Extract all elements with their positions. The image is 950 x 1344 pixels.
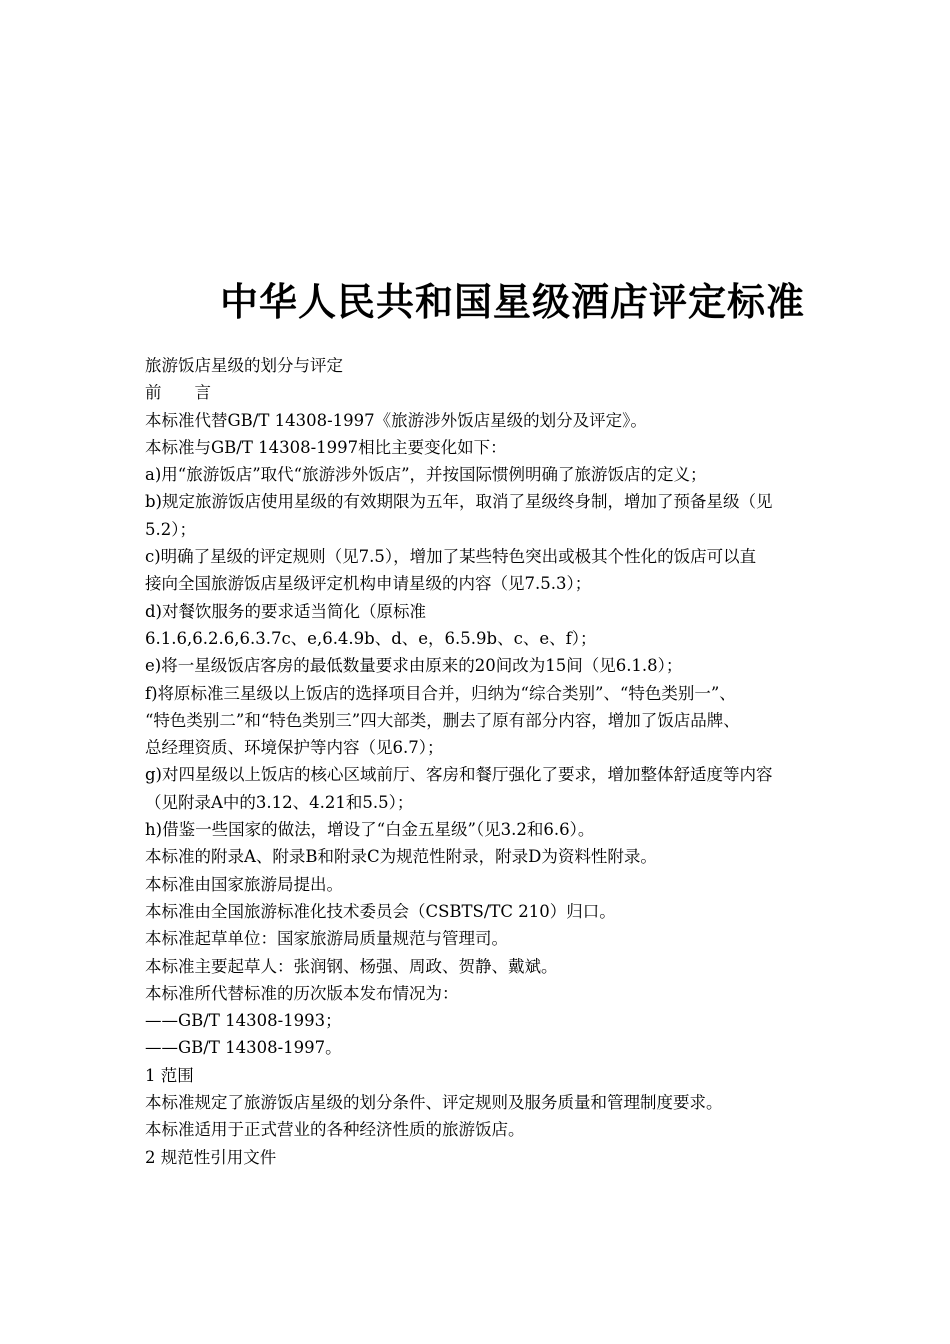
text-line: b)规定旅游饭店使用星级的有效期限为五年，取消了星级终身制，增加了预备星级（见 [145,492,773,512]
text-line: f)将原标准三星级以上饭店的选择项目合并，归纳为“综合类别”、“特色类别一”、 [145,683,736,703]
text-line: 本标准规定了旅游饭店星级的划分条件、评定规则及服务质量和管理制度要求。 [145,1093,723,1113]
text-line: ——GB/T 14308-1997。 [145,1038,342,1058]
text-line: 旅游饭店星级的划分与评定 [145,356,343,375]
document-title: 中华人民共和国星级酒店评定标准 [219,280,805,324]
text-line: h)借鉴一些国家的做法，增设了“白金五星级”（见3.2和6.6）。 [145,820,595,840]
text-line: “特色类别二”和“特色类别三”四大部类，删去了原有部分内容，增加了饭店品牌、 [145,710,740,730]
text-line: 本标准适用于正式营业的各种经济性质的旅游饭店。 [145,1120,525,1140]
text-line: 接向全国旅游饭店星级评定机构申请星级的内容（见7.5.3）； [145,574,592,594]
text-line: g)对四星级以上饭店的核心区域前厅、客房和餐厅强化了要求，增加整体舒适度等内容 [145,765,773,785]
text-line: 本标准主要起草人：张润钢、杨强、周政、贺静、戴斌。 [145,956,558,976]
text-line: c)明确了星级的评定规则（见7.5），增加了某些特色突出或极其个性化的饭店可以直 [145,547,757,567]
text-line: 本标准由全国旅游标准化技术委员会（CSBTS/TC 210）归口。 [145,901,616,921]
text-line: d)对餐饮服务的要求适当简化（原标准 [145,601,426,621]
text-line: 本标准的附录A、附录B和附录C为规范性附录，附录D为资料性附录。 [145,847,657,867]
document-body [145,352,880,1171]
text-line: 本标准起草单位：国家旅游局质量规范与管理司。 [145,929,508,949]
text-line: 5.2）； [145,519,196,539]
text-line: 6.1.6,6.2.6,6.3.7c、e,6.4.9b、d、e，6.5.9b、c、e、f）； [145,628,597,648]
text-line: 本标准与GB/T 14308-1997相比主要变化如下： [145,437,507,457]
text-line: 前 言 [145,383,211,403]
text-line: ——GB/T 14308-1993； [145,1011,342,1031]
text-line: （见附录A中的3.12、4.21和5.5）； [145,792,414,812]
text-line: 本标准由国家旅游局提出。 [145,874,343,894]
text-line: 本标准代替GB/T 14308-1997《旅游涉外饭店星级的划分及评定》。 [145,410,647,430]
text-line: 本标准所代替标准的历次版本发布情况为： [145,983,459,1003]
text-line: 总经理资质、环境保护等内容（见6.7）； [145,738,444,758]
text-line: 2 规范性引用文件 [145,1147,277,1167]
text-line: e)将一星级饭店客房的最低数量要求由原来的20间改为15间（见6.1.8）； [145,656,683,676]
text-line: a)用“旅游饭店”取代“旅游涉外饭店”，并按国际惯例明确了旅游饭店的定义； [145,465,707,485]
text-line: 1 范围 [145,1065,194,1085]
